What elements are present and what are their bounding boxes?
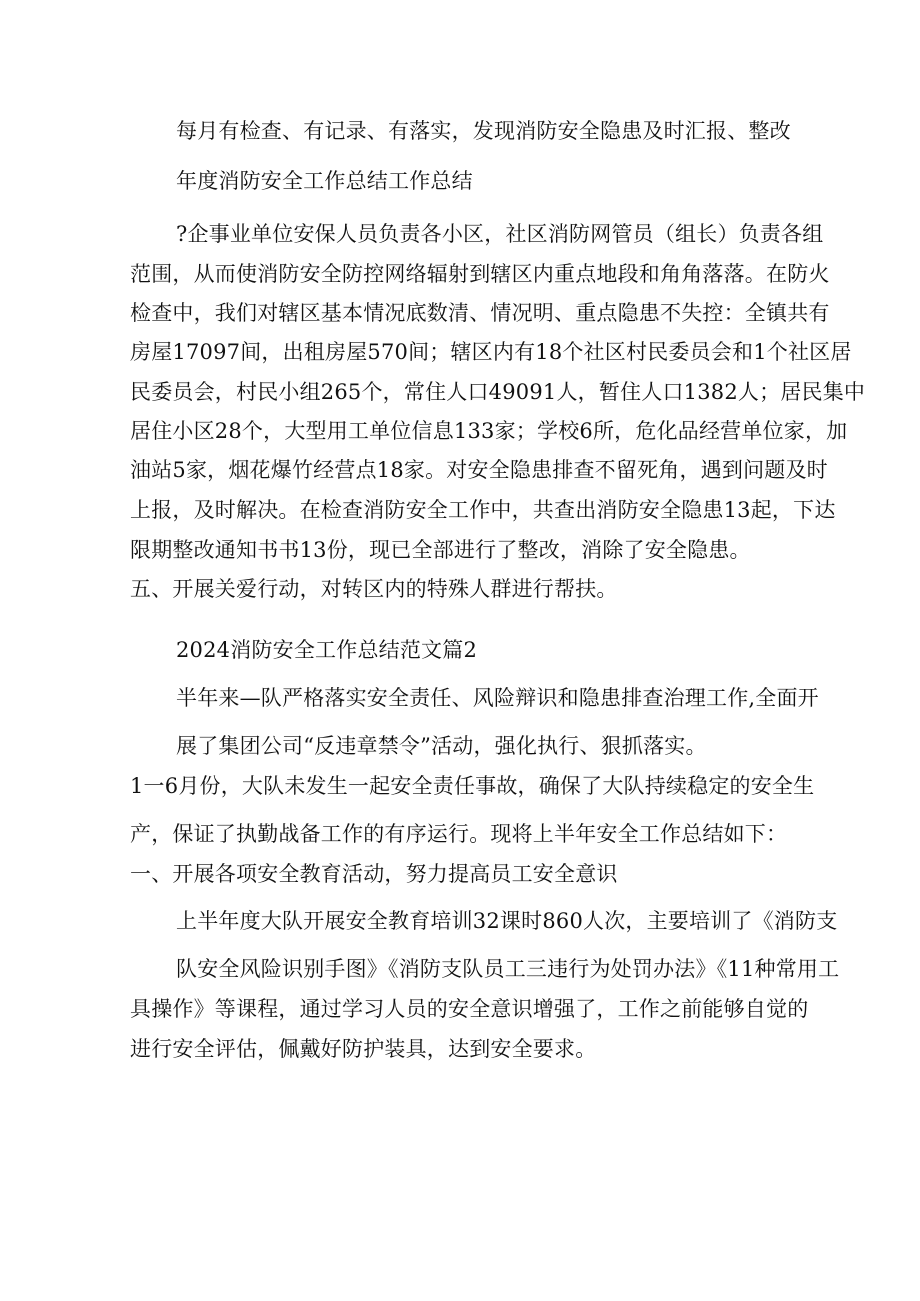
text-line: 每月有检查、有记录、有落实，发现消防安全隐患及时汇报、整改 bbox=[176, 119, 791, 143]
section-heading: 半年来—队严格落实安全责任、风险辩识和隐患排查治理工作,全面开 bbox=[176, 686, 819, 710]
text-line: ?企事业单位安保人员负责各小区，社区消防网管员（组长）负责各组 bbox=[176, 222, 824, 246]
text-line: 产，保证了执勤战备工作的有序运行。现将上半年安全工作总结如下： bbox=[130, 822, 788, 846]
text-line: 油站5家，烟花爆竹经营点18家。对安全隐患排查不留死角，遇到问题及时 bbox=[130, 458, 828, 482]
text-line: 2024消防安全工作总结范文篇2 bbox=[176, 638, 478, 662]
text-line: 居住小区28个，大型用工单位信息133家；学校6所，危化品经营单位家，加 bbox=[130, 419, 848, 443]
text-line: 上半年度大队开展安全教育培训32课时860人次，主要培训了《消防支 bbox=[176, 909, 838, 933]
text-line: 限期整改通知书书13份，现已全部进行了整改，消除了安全隐患。 bbox=[130, 538, 751, 562]
text-line: 检查中，我们对辖区基本情况底数清、情况明、重点隐患不失控：全镇共有 bbox=[130, 301, 830, 325]
text-line: 上报，及时解决。在检查消防安全工作中，共查出消防安全隐患13起，下达 bbox=[130, 498, 836, 522]
text-line: 具操作》等课程，通过学习人员的安全意识增强了，工作之前能够自觉的 bbox=[130, 997, 809, 1021]
text-line: 范围，从而使消防安全防控网络辐射到辖区内重点地段和角角落落。在防火 bbox=[130, 262, 830, 286]
text-line: 年度消防安全工作总结工作总结 bbox=[176, 169, 473, 193]
text-line: 展了集团公司“反违章禁令”活动，强化执行、狠抓落实。 bbox=[176, 734, 707, 758]
text-line: 队安全风险识别手图》《消防支队员工三违行为处罚办法》《11种常用工 bbox=[176, 957, 840, 981]
text-line: 一、开展各项安全教育活动，努力提高员工安全意识 bbox=[130, 862, 618, 886]
text-line: 房屋17097间，出租房屋570间；辖区内有18个社区村民委员会和1个社区居 bbox=[130, 340, 852, 364]
text-line: 进行安全评估，佩戴好防护装具，达到安全要求。 bbox=[130, 1037, 597, 1061]
text-line: 民委员会，村民小组265个，常住人口49091人，暂住人口1382人；居民集中 bbox=[130, 380, 866, 404]
text-line: 1一6月份，大队未发生一起安全责任事故，确保了大队持续稳定的安全生 bbox=[130, 774, 815, 798]
text-line: 五、开展关爱行动，对转区内的特殊人群进行帮扶。 bbox=[130, 577, 618, 601]
